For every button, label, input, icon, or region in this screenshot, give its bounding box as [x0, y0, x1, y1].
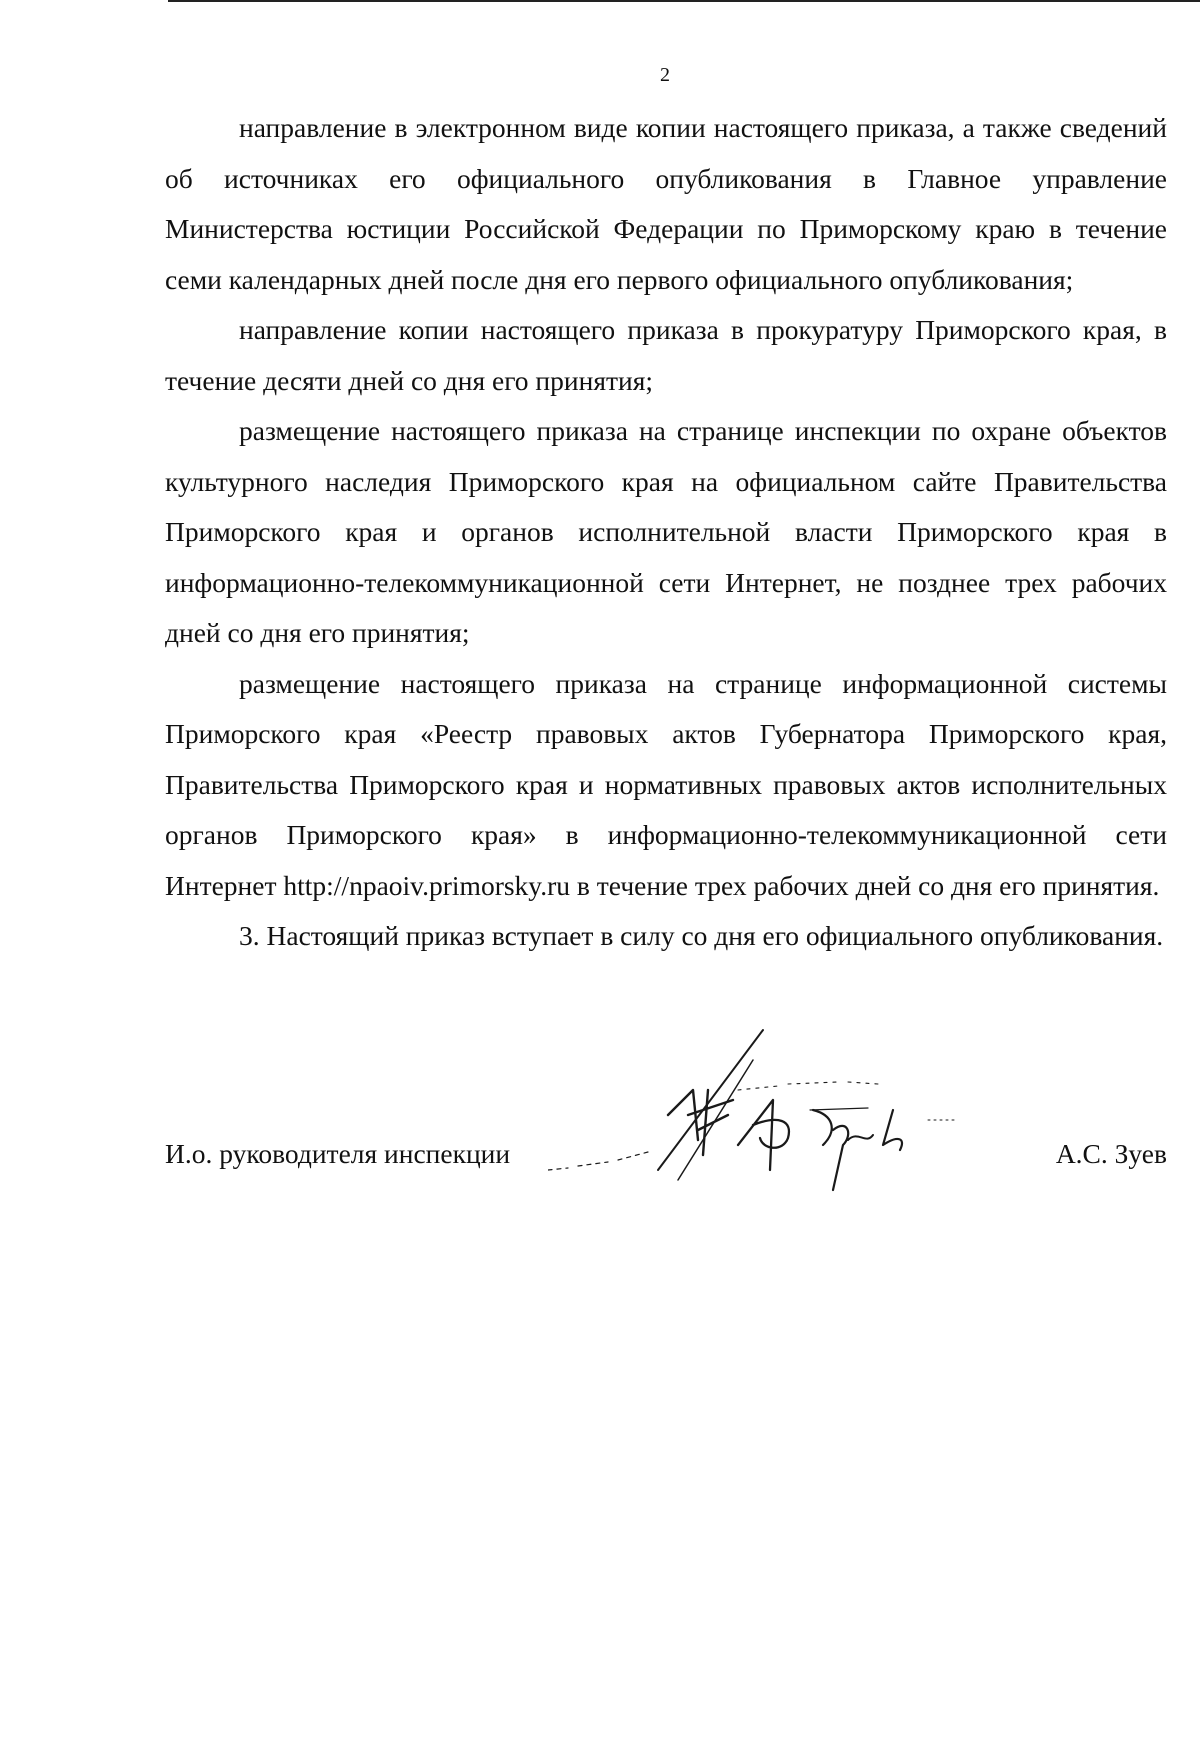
- paragraph-website-posting: размещение настоящего приказа на странице инспекции по охране объектов культурного наследия Приморского края на официальном сайте Правительства Приморского края и органов исполнительной власти Приморского края в информационно-телекоммуникационной сети Интернет, не позднее трех рабочих дней со дня его принятия;: [165, 415, 1167, 648]
- page-number: 2: [660, 64, 670, 86]
- signer-position: И.о. руководителя инспекции: [165, 1138, 511, 1169]
- top-border-line: [168, 0, 1200, 2]
- document-body: [165, 103, 1167, 962]
- paragraph-effective-date: 3. Настоящий приказ вступает в силу со дня его официального опубликования.: [239, 920, 1164, 951]
- signer-name: А.С. Зуев: [1055, 1138, 1167, 1169]
- paragraph-electronic-copy: направление в электронном виде копии настоящего приказа, а также сведений об источниках его официального опубликования в Главное управление Министерства юстиции Российской Федерации по Приморскому краю в течение семи календарных дней после дня его первого официального опубликования;: [165, 112, 1167, 295]
- paragraph-prosecutor-copy: направление копии настоящего приказа в прокуратуру Приморского края, в течение десяти дней со дня его принятия;: [165, 314, 1167, 396]
- handwritten-signature: [548, 1020, 1028, 1220]
- paragraph-registry-posting: размещение настоящего приказа на странице информационной системы Приморского края «Реестр правовых актов Губернатора Приморского края, Правительства Приморского края и нормативных правовых актов исполнительных органов Приморского края» в информационно-телекоммуникационной сети Интернет http://npaoiv.primorsky.ru в течение трех рабочих дней со дня его принятия.: [165, 667, 1167, 901]
